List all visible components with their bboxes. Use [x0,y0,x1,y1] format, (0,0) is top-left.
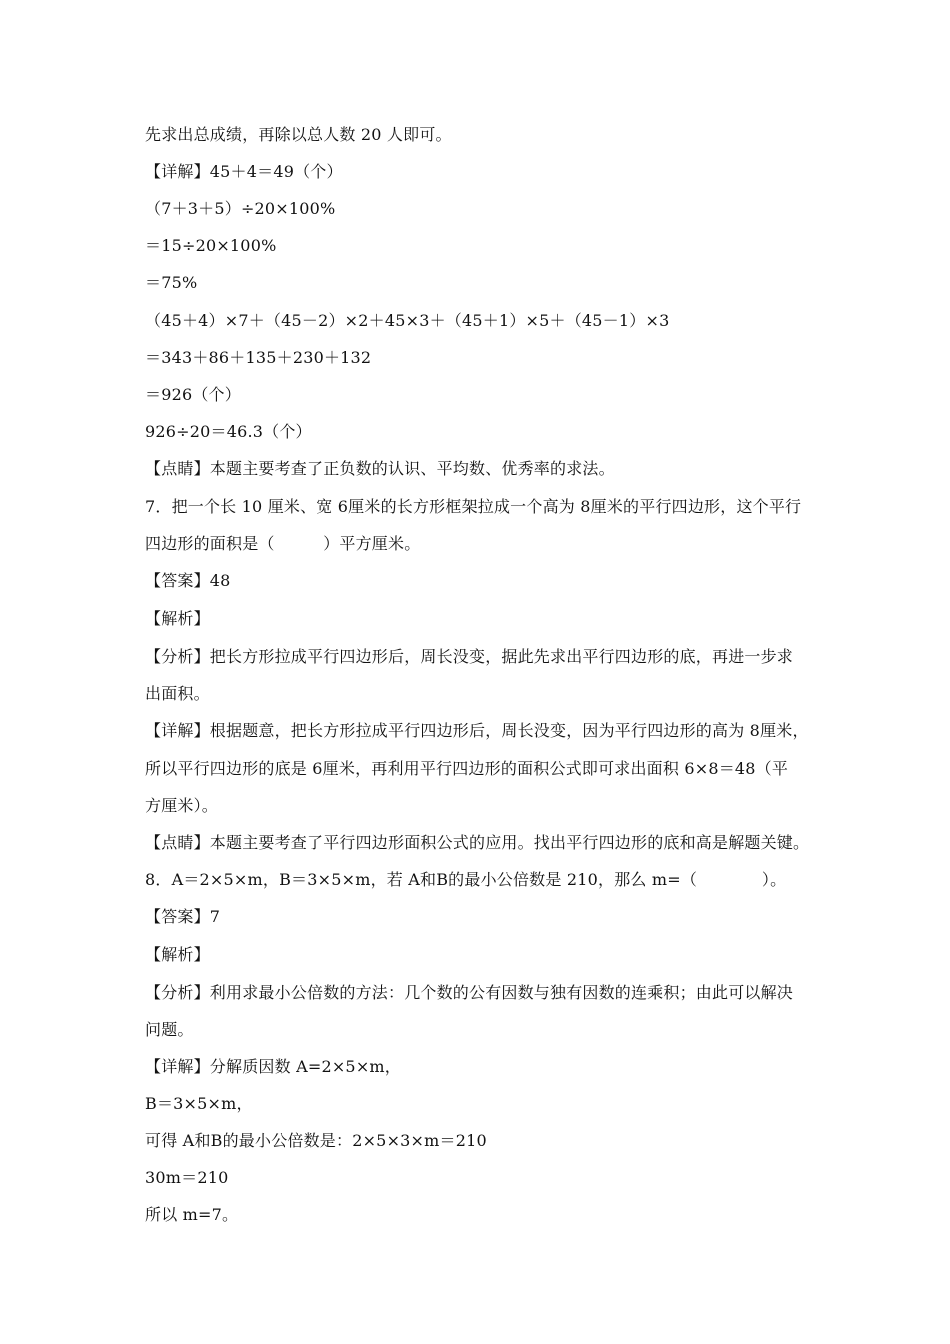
text-line: 所以平行四边形的底是 6厘米，再利用平行四边形的面积公式即可求出面积 6×8＝48（平 [145,759,789,778]
text-line: 四边形的面积是（ ）平方厘米。 [145,534,421,553]
text-line: 【分析】利用求最小公倍数的方法：几个数的公有因数与独有因数的连乘积；由此可以解决 [145,983,794,1002]
text-line: （7＋3＋5）÷20×100% [145,199,336,218]
text-line: ＝926（个） [145,385,241,404]
text-line: ＝343＋86＋135＋230＋132 [145,348,372,367]
answer-7: 【答案】48 [145,571,231,590]
answer-8: 【答案】7 [145,907,221,926]
text-line: 可得 A和B的最小公倍数是：2×5×3×m＝210 [145,1131,487,1150]
text-line: 【详解】45＋4＝49（个） [145,162,343,181]
text-line: 【详解】分解质因数 A=2×5×m， [145,1057,401,1076]
text-line: 所以 m=7。 [145,1205,239,1224]
text-line: 方厘米）。 [145,796,219,815]
text-line: 【点睛】本题主要考查了正负数的认识、平均数、优秀率的求法。 [145,459,615,478]
text-line: 【点睛】本题主要考查了平行四边形面积公式的应用。找出平行四边形的底和高是解题关键。 [145,833,810,852]
text-line: 【分析】把长方形拉成平行四边形后，周长没变，据此先求出平行四边形的底，再进一步求 [145,647,794,666]
text-line: 【解析】 [145,609,210,628]
question-7: 7．把一个长 10 厘米、宽 6厘米的长方形框架拉成一个高为 8厘米的平行四边形，这个平行 [145,497,802,516]
text-line: ＝15÷20×100% [145,236,277,255]
text-line: ＝75% [145,273,198,292]
text-line: 【解析】 [145,945,210,964]
text-line: 926÷20＝46.3（个） [145,422,312,441]
text-line: B＝3×5×m， [145,1094,253,1113]
text-line: 问题。 [145,1020,194,1039]
text-line: （45＋4）×7＋（45－2）×2＋45×3＋（45＋1）×5＋（45－1）×3 [145,311,670,330]
text-line: 【详解】根据题意，把长方形拉成平行四边形后，周长没变，因为平行四边形的高为 8厘米， [145,721,809,740]
text-line: 先求出总成绩，再除以总人数 20 人即可。 [145,125,452,144]
text-line: 出面积。 [145,684,210,703]
text-line: 30m＝210 [145,1168,229,1187]
question-8: 8．A＝2×5×m，B＝3×5×m，若 A和B的最小公倍数是 210，那么 m=（ ）。 [145,870,787,889]
